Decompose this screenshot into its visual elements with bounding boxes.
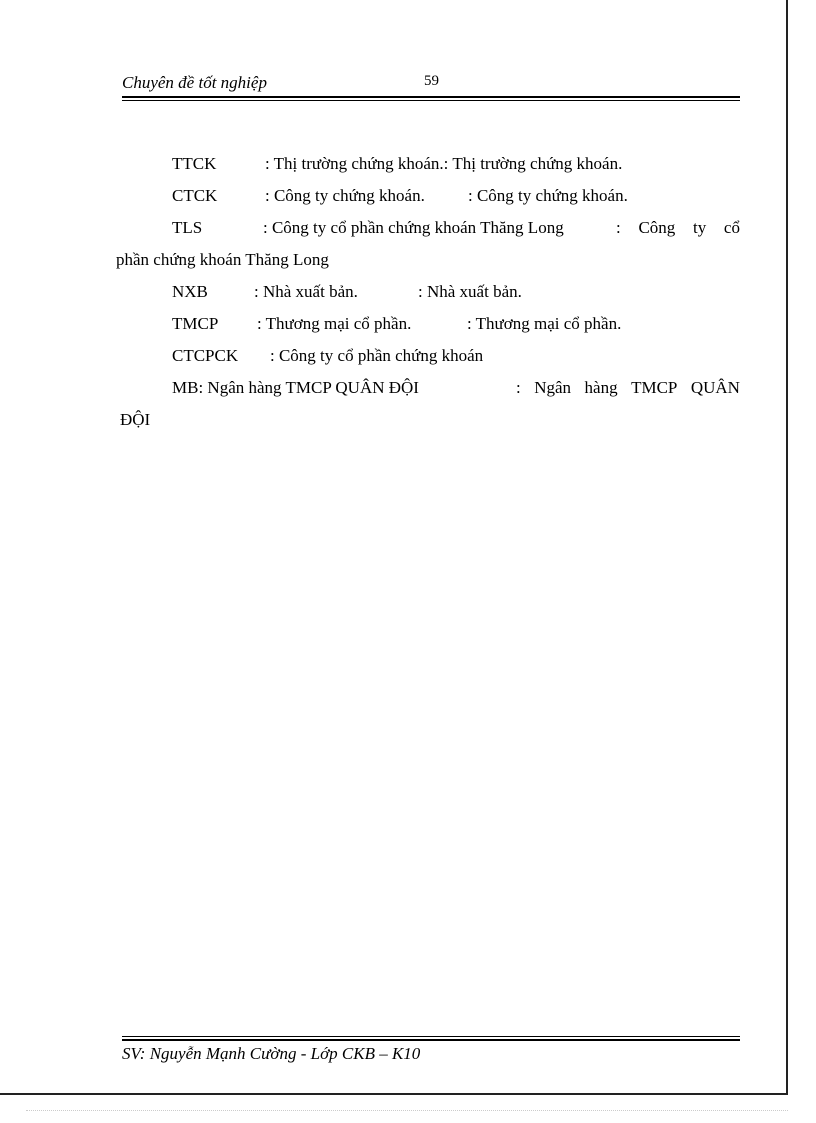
footer-text: SV: Nguyễn Mạnh Cường - Lớp CKB – K10 bbox=[122, 1044, 421, 1063]
footer-rule-thick bbox=[122, 1039, 740, 1041]
word: QUÂN bbox=[690, 378, 740, 397]
abbrev-def-tls bbox=[263, 216, 564, 240]
abbrev-row-nxb bbox=[172, 280, 208, 304]
abbrev-definition: : Công ty cổ phần chứng khoán bbox=[270, 346, 484, 365]
abbrev-def-tls-dup bbox=[616, 216, 740, 240]
abbrev-definition: : Thương mại cổ phần. bbox=[257, 314, 412, 333]
abbrev-row-ttck bbox=[172, 152, 216, 176]
abbrev-definition: : Thị trường chứng khoán. bbox=[265, 154, 444, 173]
abbrev-def-tmcp bbox=[257, 312, 411, 336]
abbrev-def-nxb-dup bbox=[418, 280, 522, 304]
abbrev-row-ctcpck bbox=[172, 344, 238, 368]
continued-text: phần chứng khoán Thăng Long bbox=[116, 250, 329, 269]
abbrev-def-ctck bbox=[265, 184, 425, 208]
abbrev-def-ttck bbox=[265, 152, 622, 176]
abbrev-code: CTCPCK bbox=[172, 346, 239, 365]
abbrev-def-mb-dup bbox=[516, 376, 740, 400]
abbrev-code: TMCP bbox=[172, 314, 219, 333]
bottom-dotted-line bbox=[26, 1110, 788, 1111]
header-title: Chuyên đề tốt nghiệp bbox=[122, 73, 267, 92]
abbrev-row-tmcp bbox=[172, 312, 218, 336]
page-footer bbox=[122, 1036, 740, 1076]
abbrev-definition-dup: : Nhà xuất bản. bbox=[418, 282, 522, 301]
word: Ngân bbox=[534, 378, 572, 397]
footer-rule-thin bbox=[122, 1036, 740, 1037]
abbrev-definition-dup: : Thị trường chứng khoán. bbox=[443, 154, 623, 173]
abbrev-def-ctcpck bbox=[270, 344, 483, 368]
abbrev-code: NXB bbox=[172, 282, 208, 301]
abbrev-def-tls-cont bbox=[116, 248, 329, 272]
abbrev-code: TLS bbox=[172, 218, 203, 237]
abbrev-code: CTCK bbox=[172, 186, 218, 205]
abbrev-row-tls bbox=[172, 216, 202, 240]
header-rule-thick bbox=[122, 96, 740, 98]
abbrev-def-tmcp-dup bbox=[467, 312, 621, 336]
abbrev-definition: : Nhà xuất bản. bbox=[254, 282, 358, 301]
abbrev-row-mb bbox=[172, 376, 419, 400]
abbrev-row-ctck bbox=[172, 184, 217, 208]
abbrev-definition-dup: : Thương mại cổ phần. bbox=[467, 314, 622, 333]
page-header bbox=[122, 73, 740, 103]
word: ty bbox=[692, 218, 707, 237]
word: : bbox=[616, 218, 621, 237]
abbrev-def-mb-cont bbox=[120, 408, 150, 432]
abbrev-definition: : Công ty cổ phần chứng khoán Thăng Long bbox=[263, 218, 564, 237]
abbrev-code-definition: MB: Ngân hàng TMCP QUÂN ĐỘI bbox=[172, 378, 419, 397]
continued-text: ĐỘI bbox=[120, 410, 151, 429]
abbrev-def-nxb bbox=[254, 280, 358, 304]
header-rule-thin bbox=[122, 100, 740, 101]
abbrev-definition: : Công ty chứng khoán. bbox=[265, 186, 425, 205]
word: hàng bbox=[584, 378, 618, 397]
page-number: 59 bbox=[424, 73, 439, 89]
abbrev-code: TTCK bbox=[172, 154, 217, 173]
word: Công bbox=[638, 218, 676, 237]
word: : bbox=[516, 378, 521, 397]
abbrev-definition-dup: : Công ty chứng khoán. bbox=[468, 186, 628, 205]
abbrev-def-ctck-dup bbox=[468, 184, 628, 208]
word: cổ bbox=[723, 218, 740, 237]
word: TMCP bbox=[631, 378, 678, 397]
